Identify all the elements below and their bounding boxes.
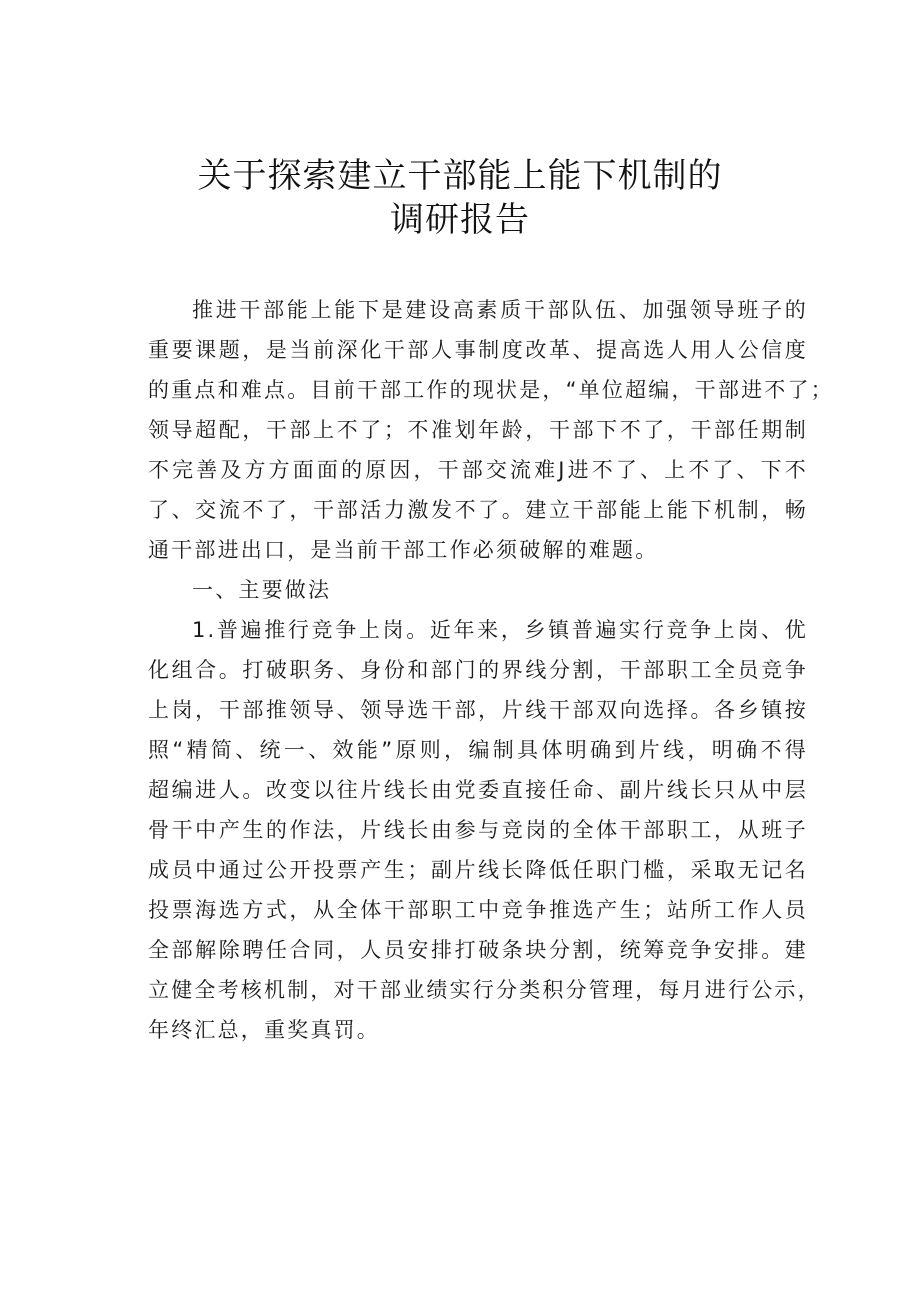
paragraph-line: 了、交流不了，干部活力激发不了。建立干部能上能下机制，畅 — [148, 498, 808, 522]
paragraph-line: 重要课题，是当前深化干部人事制度改革、提高选人用人公信度 — [148, 338, 808, 362]
document-body — [148, 290, 834, 1050]
section-heading: 一、主要做法 — [192, 578, 332, 602]
paragraph-line: 年终汇总，重奖真罚。 — [148, 1018, 380, 1042]
paragraph-line: 超编进人。改变以往片线长由党委直接任命、副片线长只从中层 — [148, 778, 808, 802]
paragraph-line: 立健全考核机制，对干部业绩实行分类积分管理，每月进行公示， — [148, 978, 821, 1002]
paragraph-line: 1.普遍推行竞争上岗。近年来，乡镇普遍实行竞争上岗、优 — [192, 618, 808, 642]
paragraph-line: 成员中通过公开投票产生；副片线长降低任职门槛，采取无记名 — [148, 858, 808, 882]
paragraph-line: 化组合。打破职务、身份和部门的界线分割，干部职工全员竞争 — [148, 658, 808, 682]
paragraph-line: 通干部进出口，是当前干部工作必须破解的难题。 — [148, 538, 659, 562]
paragraph-line: 推进干部能上能下是建设高素质干部队伍、加强领导班子的 — [192, 298, 808, 322]
paragraph-line: 全部解除聘任合同，人员安排打破条块分割，统筹竞争安排。建 — [148, 938, 808, 962]
paragraph-line: 骨干中产生的作法，片线长由参与竞岗的全体干部职工，从班子 — [148, 818, 808, 842]
paragraph-line: 投票海选方式，从全体干部职工中竞争推选产生；站所工作人员 — [148, 898, 808, 922]
paragraph-line: 领导超配，干部上不了；不准划年龄，干部下不了，干部任期制 — [148, 418, 808, 442]
paragraph-line: 不完善及方方面面的原因，干部交流难J进不了、上不了、下不 — [148, 458, 808, 482]
paragraph-line: 的重点和难点。目前干部工作的现状是，“单位超编，干部进不了； — [148, 378, 834, 402]
paragraph-line: 照“精简、统一、效能”原则，编制具体明确到片线，明确不得 — [148, 738, 808, 762]
document-title-line-1: 关于探索建立干部能上能下机制的 — [197, 156, 723, 196]
paragraph-line: 上岗，干部推领导、领导选干部，片线干部双向选择。各乡镇按 — [148, 698, 808, 722]
document-title-line-2: 调研报告 — [390, 200, 530, 240]
